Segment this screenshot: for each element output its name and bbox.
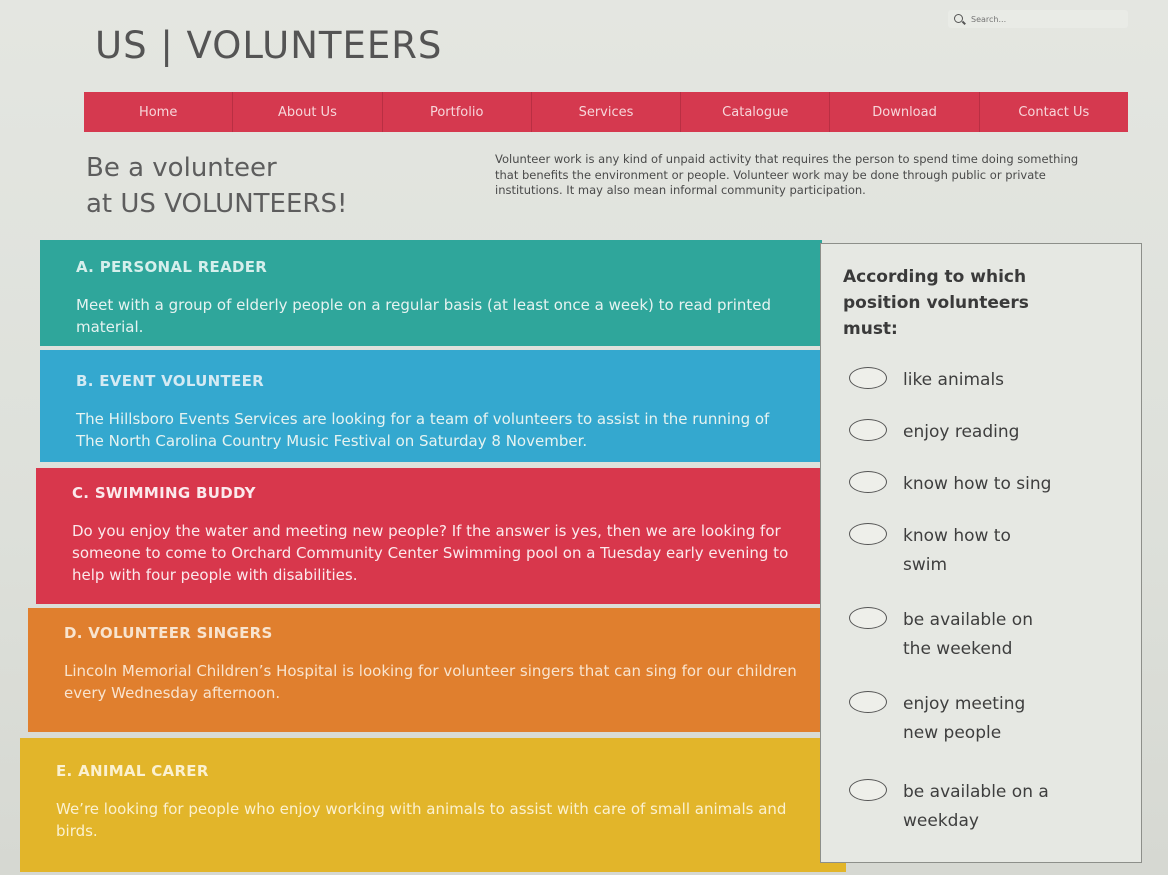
nav-download[interactable]: Download xyxy=(830,92,979,132)
option-enjoy-reading[interactable] xyxy=(849,418,1019,447)
option-available-weekday[interactable] xyxy=(849,778,1049,836)
card-title: C. SWIMMING BUDDY xyxy=(72,484,256,502)
option-know-how-to-swim[interactable] xyxy=(849,522,1011,580)
card-text: Lincoln Memorial Children’s Hospital is looking for volunteer singers that can sing for our children every Wednesday afternoon. xyxy=(64,662,797,702)
radio-button[interactable] xyxy=(849,691,887,713)
option-label: know how to sing xyxy=(903,474,1052,494)
radio-button[interactable] xyxy=(849,607,887,629)
card-text: Meet with a group of elderly people on a regular basis (at least once a week) to read printed material. xyxy=(76,296,772,336)
card-text: The Hillsboro Events Services are looking for a team of volunteers to assist in the running of The North Carolina Country Music Festival on Saturday 8 November. xyxy=(76,410,770,450)
option-label: enjoy meeting new people xyxy=(903,694,1026,743)
card-title: B. EVENT VOLUNTEER xyxy=(76,372,264,390)
question-line-2: position volunteers xyxy=(843,293,1029,313)
headline xyxy=(86,150,347,222)
option-label: be available on a weekday xyxy=(903,782,1049,831)
search-box[interactable] xyxy=(948,10,1128,28)
card-title: A. PERSONAL READER xyxy=(76,258,268,276)
nav-catalogue[interactable]: Catalogue xyxy=(681,92,830,132)
question-line-1: According to which xyxy=(843,267,1027,287)
card-personal-reader xyxy=(40,240,822,346)
nav-about-us[interactable]: About Us xyxy=(233,92,382,132)
option-like-animals[interactable] xyxy=(849,366,1004,395)
radio-button[interactable] xyxy=(849,419,887,441)
card-volunteer-singers xyxy=(28,608,836,732)
main-navigation xyxy=(84,92,1128,132)
card-title: D. VOLUNTEER SINGERS xyxy=(64,624,273,642)
card-text: Do you enjoy the water and meeting new people? If the answer is yes, then we are looking for someone to come to Orchard Community Center Swimming pool on a Tuesday early evening to help with four people with disabilities. xyxy=(72,522,789,584)
option-label: enjoy reading xyxy=(903,422,1020,442)
card-title: E. ANIMAL CARER xyxy=(56,762,209,780)
intro-text: Volunteer work is any kind of unpaid activity that requires the person to spend time doing something that benefits the environment or people. Volunteer work may be done through public or private institutions. It may also mean informal community participation. xyxy=(495,152,1079,197)
radio-button[interactable] xyxy=(849,779,887,801)
radio-button[interactable] xyxy=(849,367,887,389)
quiz-question xyxy=(843,264,1029,342)
headline-line-1: Be a volunteer xyxy=(86,153,277,183)
card-text: We’re looking for people who enjoy working with animals to assist with care of small animals and birds. xyxy=(56,800,787,840)
site-title: US | VOLUNTEERS xyxy=(95,24,443,67)
option-enjoy-meeting-people[interactable] xyxy=(849,690,1025,748)
option-label: be available on the weekend xyxy=(903,610,1033,659)
option-know-how-to-sing[interactable] xyxy=(849,470,1051,499)
search-input[interactable] xyxy=(971,15,1121,24)
nav-contact-us[interactable]: Contact Us xyxy=(1018,104,1090,120)
nav-portfolio[interactable]: Portfolio xyxy=(383,92,532,132)
radio-button[interactable] xyxy=(849,471,887,493)
card-event-volunteer xyxy=(40,350,826,462)
option-label: know how to swim xyxy=(903,526,1011,575)
option-available-weekend[interactable] xyxy=(849,606,1033,664)
nav-home[interactable]: Home xyxy=(84,92,233,132)
search-icon[interactable] xyxy=(954,14,965,25)
headline-line-2: at US VOLUNTEERS! xyxy=(86,189,348,219)
card-animal-carer xyxy=(20,738,846,872)
card-swimming-buddy xyxy=(36,468,832,604)
quiz-panel xyxy=(820,243,1142,863)
nav-services[interactable]: Services xyxy=(532,92,681,132)
question-line-3: must: xyxy=(843,319,898,339)
option-label: like animals xyxy=(903,370,1005,390)
radio-button[interactable] xyxy=(849,523,887,545)
